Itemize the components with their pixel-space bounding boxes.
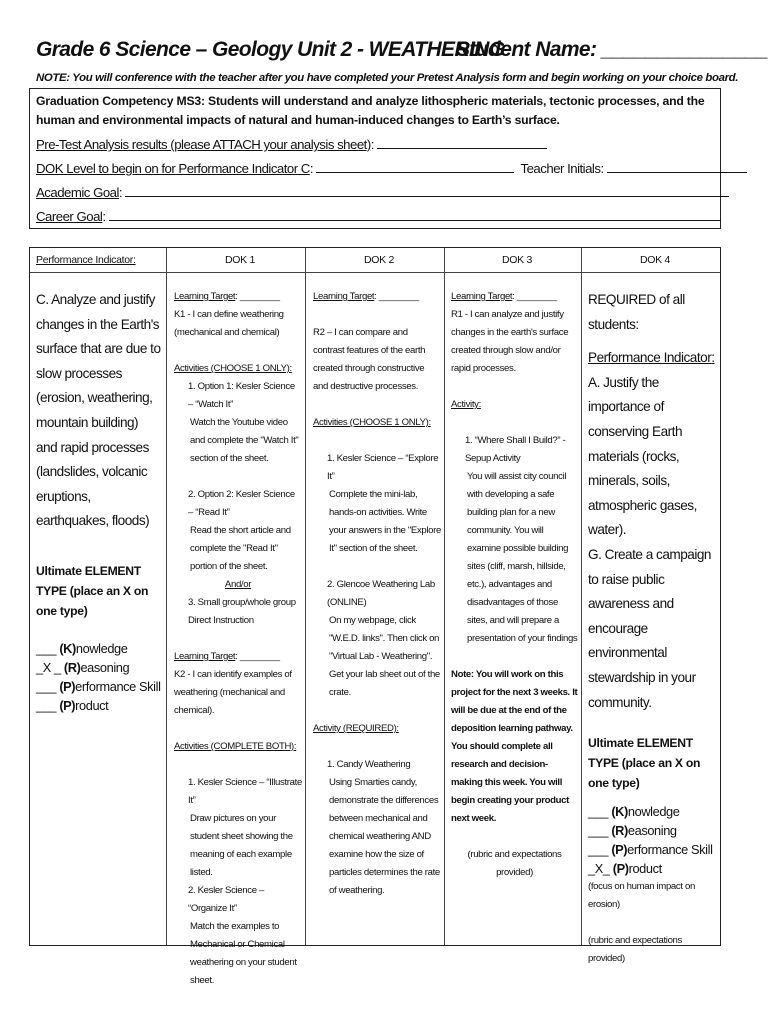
- element-option-product[interactable]: ___ (P)roduct: [36, 697, 109, 713]
- explore-it-title: 1. Kesler Science – “Explore It”: [327, 453, 439, 482]
- teacher-initials-input-line[interactable]: [607, 159, 747, 173]
- rubric-note: (rubric and expectations provided): [467, 849, 562, 878]
- pretest-field: Pre-Test Analysis results (please ATTACH your analysis sheet):: [36, 135, 547, 152]
- element-option-performance[interactable]: ___ (P)erformance Skill: [36, 678, 161, 694]
- where-shall-i-build-description: You will assist city council with developing a safe building plan for a new community. You will examine possible building sites (cliff, marsh, hillside, etc.), advantages and disadvantages of those sites, and will prepare a presentation of your findings: [467, 471, 578, 644]
- organize-it-title: 2. Kesler Science – “Organize It”: [188, 885, 265, 914]
- element-option-knowledge[interactable]: ___ (K)nowledge: [36, 640, 128, 656]
- element-option-product[interactable]: _X_ (P)roduct: [588, 861, 662, 877]
- element-type-heading: Ultimate ELEMENT TYPE (place an X on one type): [36, 563, 149, 618]
- academic-goal-input-line[interactable]: [125, 183, 729, 197]
- learning-target: Learning Target: ________: [313, 291, 419, 302]
- rubric-note: (rubric and expectations provided): [588, 935, 682, 965]
- page-title: Grade 6 Science – Geology Unit 2 - WEATHERING: [36, 38, 505, 61]
- performance-indicator-g: G. Create a campaign to raise public awareness and encourage environmental stewardship in your community.: [588, 546, 711, 710]
- academic-goal-field: Academic Goal:: [36, 183, 729, 200]
- element-type-heading: Ultimate ELEMENT TYPE (place an X on one type): [588, 736, 701, 791]
- focus-note: (focus on human impact on erosion): [588, 881, 695, 911]
- academic-goal-label: Academic Goal: [36, 185, 119, 200]
- career-goal-input-line[interactable]: [109, 207, 721, 221]
- teacher-initials-label: Teacher Initials:: [520, 161, 604, 176]
- header-dok4: DOK 4: [640, 254, 671, 266]
- graduation-competency: Graduation Competency MS3: Students will understand and analyze lithospheric materials, tectonic processes, and the human and environmental impacts of natural and human-induced changes to Earth’s surface.: [36, 94, 705, 127]
- illustrate-it-description: Draw pictures on your student sheet showing the meaning of each example listed.: [190, 813, 293, 878]
- learning-target: Learning Target: ________: [451, 291, 557, 302]
- option1-title: 1. Option 1: Kesler Science – “Watch It”: [188, 381, 295, 410]
- learning-target-r1: R1 - I can analyze and justify changes in the earth's surface created through slow and/or rapid processes.: [451, 309, 569, 374]
- indicator-c-description: C. Analyze and justify changes in the Earth's surface that are due to slow processes (erosion, weathering, mountain building) and rapid processes (landslides, volcanic eruptions, earthquakes, floods): [36, 292, 161, 529]
- option2-title: 2. Option 2: Kesler Science – “Read It”: [188, 489, 295, 518]
- dok4-column: [588, 288, 718, 968]
- learning-target-k2: K2 - I can identify examples of weathering (mechanical and chemical).: [174, 669, 292, 716]
- column-divider: [305, 248, 306, 945]
- activities2-label: Activities (COMPLETE BOTH):: [174, 741, 297, 752]
- element-option-performance[interactable]: ___ (P)erformance Skill: [588, 842, 713, 858]
- activity-required-label: Activity (REQUIRED):: [313, 723, 399, 734]
- learning-target-2: Learning Target: ________: [174, 651, 280, 662]
- performance-indicator-label: Performance Indicator:: [588, 350, 715, 366]
- header-dok3: DOK 3: [502, 254, 533, 266]
- header-divider: [30, 272, 720, 273]
- option3-text: 3. Small group/whole group Direct Instruction: [188, 597, 296, 626]
- competency-box: [29, 88, 721, 229]
- candy-weathering-description: Using Smarties candy, demonstrate the differences between mechanical and chemical weathering AND examine how the size of particles determines the rate of weathering.: [329, 777, 440, 896]
- learning-target: Learning Target: ________: [174, 291, 280, 302]
- column-divider: [444, 248, 445, 945]
- learning-target-k1: K1 - I can define weathering (mechanical and chemical): [174, 309, 284, 338]
- organize-it-description: Match the examples to Mechanical or Chemical weathering on your student sheet.: [190, 921, 297, 986]
- choice-board-table: [29, 247, 721, 986]
- required-label: REQUIRED of all students:: [588, 292, 685, 332]
- column-divider: [166, 248, 167, 945]
- element-option-knowledge[interactable]: ___ (K)nowledge: [588, 804, 680, 820]
- activities-label: Activities (CHOOSE 1 ONLY):: [313, 417, 431, 428]
- explore-it-description: Complete the mini-lab, hands-on activities. Write your answers in the "Explore It" section of the sheet.: [329, 489, 441, 554]
- glencoe-lab-description: On my webpage, click "W.E.D. links". Then click on "Virtual Lab - Weathering". Get your lab sheet out of the crate.: [329, 615, 440, 698]
- option2-description: Read the short article and complete the "Read It" portion of the sheet.: [190, 525, 291, 572]
- pretest-label: Pre-Test Analysis results (please ATTACH your analysis sheet): [36, 137, 371, 152]
- glencoe-lab-title: 2. Glencoe Weathering Lab (ONLINE): [327, 579, 435, 608]
- performance-indicator-a: A. Justify the importance of conserving Earth materials (rocks, minerals, soils, atmospheric gases, water).: [588, 374, 697, 538]
- header-dok2: DOK 2: [364, 254, 395, 266]
- where-shall-i-build-title: 1. “Where Shall I Build?” - Sepup Activity: [465, 435, 566, 464]
- candy-weathering-title: 1. Candy Weathering: [327, 759, 411, 770]
- dok2-column: [313, 288, 441, 900]
- dok-level-label: DOK Level to begin on for Performance Indicator C: [36, 161, 310, 176]
- header-dok1: DOK 1: [225, 254, 256, 266]
- dok-level-input-line[interactable]: [316, 159, 514, 173]
- career-goal-label: Career Goal: [36, 209, 103, 224]
- dok-level-field: DOK Level to begin on for Performance Indicator C: Teacher Initials:: [36, 159, 747, 176]
- dok3-column: [451, 288, 578, 882]
- element-option-reasoning[interactable]: _X _ (R)easoning: [36, 659, 130, 675]
- project-note: Note: You will work on this project for the next 3 weeks. It will be due at the end of the deposition learning pathway. You should complete all research and decision-making this week. You will begin creating your product next week.: [451, 669, 578, 824]
- element-option-reasoning[interactable]: ___ (R)easoning: [588, 823, 677, 839]
- learning-target-r2: R2 – I can compare and contrast features of the earth created through constructive and destructive processes.: [313, 327, 426, 392]
- pretest-input-line[interactable]: [377, 135, 547, 149]
- header-performance-indicator: Performance Indicator:: [36, 254, 136, 266]
- and-or-label: And/or: [224, 579, 252, 590]
- teacher-note: NOTE: You will conference with the teacher after you have completed your Pretest Analysis form and begin working on your choice board.: [36, 72, 739, 84]
- column-divider: [581, 248, 582, 945]
- option1-description: Watch the Youtube video and complete the "Watch It" section of the sheet.: [190, 417, 299, 464]
- activities-label: Activities (CHOOSE 1 ONLY):: [174, 363, 292, 374]
- dok1-column: [174, 288, 302, 990]
- student-name-field[interactable]: Student Name: _______________: [456, 38, 768, 61]
- title-row: [36, 38, 768, 62]
- indicator-column: [36, 288, 162, 715]
- illustrate-it-title: 1. Kesler Science – “Illustrate It”: [188, 777, 302, 806]
- career-goal-field: Career Goal:: [36, 207, 721, 224]
- activity-label: Activity:: [451, 399, 481, 410]
